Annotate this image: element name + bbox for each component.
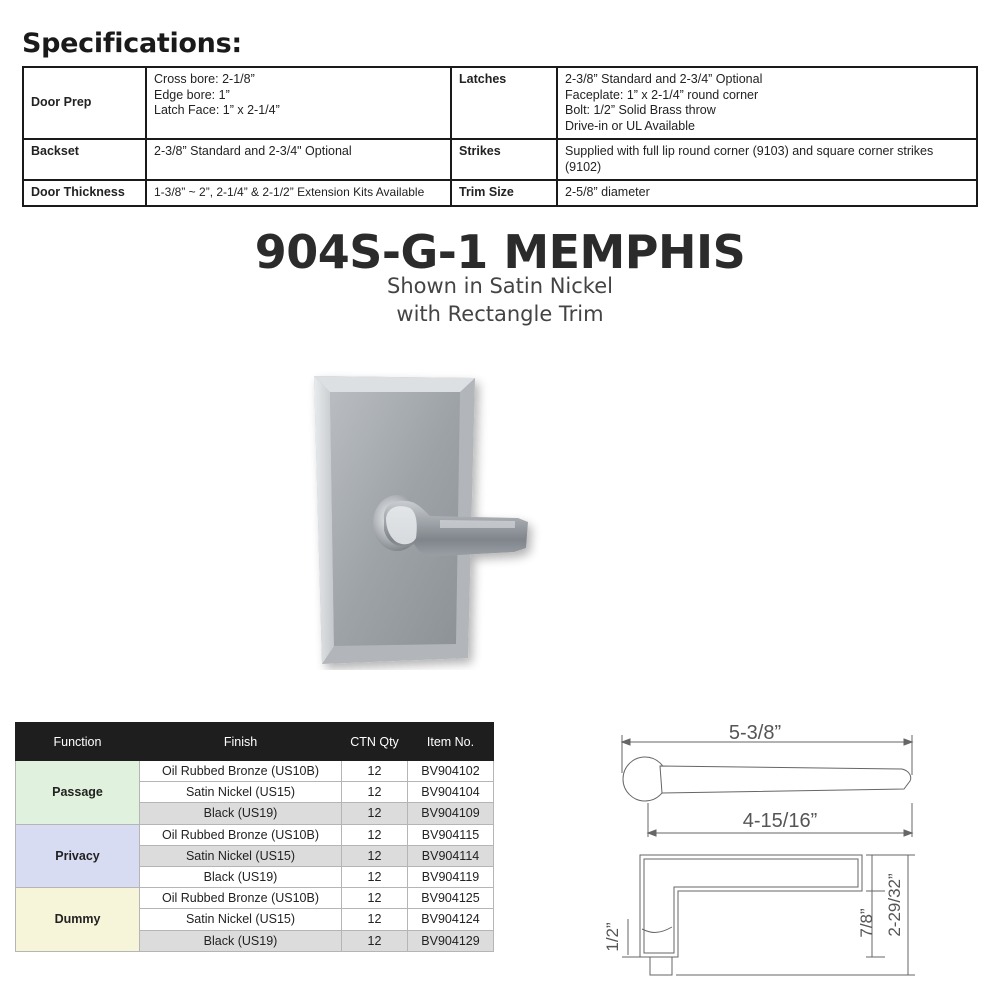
spec-row xyxy=(23,180,977,206)
trim-plate-bevel-top xyxy=(314,376,475,392)
spec-value-door-prep xyxy=(146,67,451,139)
lever-outline-top xyxy=(660,766,911,793)
table-row xyxy=(16,761,494,782)
spec-label-door-thickness: Door Thickness xyxy=(23,180,146,206)
product-subtitle-line2: with Rectangle Trim xyxy=(396,302,604,326)
spec-value-strikes xyxy=(557,139,977,180)
lever-outline-side xyxy=(640,855,862,957)
item-cell: BV904115 xyxy=(408,824,494,845)
qty-cell: 12 xyxy=(342,909,408,930)
arrow-icon xyxy=(648,830,656,836)
spec-line: Cross bore: 2-1/8” xyxy=(154,72,255,86)
dim-label-overall: 5-3/8” xyxy=(728,722,782,744)
qty-cell: 12 xyxy=(342,803,408,824)
spec-line: (9102) xyxy=(565,159,602,174)
item-cell: BV904102 xyxy=(408,761,494,782)
header-ctn-qty: CTN Qty xyxy=(342,723,408,761)
header-function: Function xyxy=(16,723,140,761)
function-dummy: Dummy xyxy=(16,888,140,952)
spec-row xyxy=(23,139,977,180)
table-row xyxy=(16,824,494,845)
finish-cell: Black (US19) xyxy=(140,866,342,887)
items-table xyxy=(15,722,494,952)
item-cell: BV904119 xyxy=(408,866,494,887)
spec-value-backset xyxy=(146,139,451,180)
table-row xyxy=(16,888,494,909)
qty-cell: 12 xyxy=(342,845,408,866)
finish-cell: Satin Nickel (US15) xyxy=(140,782,342,803)
finish-cell: Satin Nickel (US15) xyxy=(140,909,342,930)
qty-cell: 12 xyxy=(342,761,408,782)
spec-label-latches: Latches xyxy=(451,67,557,139)
spec-line: Edge bore: 1” xyxy=(154,87,230,102)
function-passage: Passage xyxy=(16,761,140,825)
item-cell: BV904124 xyxy=(408,909,494,930)
spec-line: Faceplate: 1” x 2-1/4” round corner xyxy=(565,87,759,102)
spec-line: Drive-in or UL Available xyxy=(565,118,695,133)
qty-cell: 12 xyxy=(342,930,408,951)
finish-cell: Oil Rubbed Bronze (US10B) xyxy=(140,824,342,845)
spec-value-door-thickness xyxy=(146,180,451,206)
finish-cell: Oil Rubbed Bronze (US10B) xyxy=(140,761,342,782)
product-subtitle-line1: Shown in Satin Nickel xyxy=(387,274,613,298)
specifications-table xyxy=(22,66,978,207)
header-finish: Finish xyxy=(140,723,342,761)
dimension-diagram xyxy=(590,715,930,985)
rose-outline xyxy=(623,757,667,801)
spec-line: 2-3/8” Standard and 2-3/4” Optional xyxy=(565,72,763,86)
dim-label-lever: 4-15/16” xyxy=(742,810,818,832)
dim-label-rose: 1/2” xyxy=(603,922,622,952)
finish-cell: Black (US19) xyxy=(140,803,342,824)
finish-cell: Black (US19) xyxy=(140,930,342,951)
qty-cell: 12 xyxy=(342,782,408,803)
arrow-icon xyxy=(904,739,912,745)
spec-line: 2-3/8” Standard and 2-3/4" Optional xyxy=(154,144,352,158)
item-cell: BV904104 xyxy=(408,782,494,803)
finish-cell: Satin Nickel (US15) xyxy=(140,845,342,866)
spec-label-strikes: Strikes xyxy=(451,139,557,180)
spec-line: Supplied with full lip round corner (9103) and square corner strikes xyxy=(565,144,934,158)
qty-cell: 12 xyxy=(342,866,408,887)
dim-label-total: 2-29/32” xyxy=(885,873,904,937)
qty-cell: 12 xyxy=(342,888,408,909)
spec-value-trim-size xyxy=(557,180,977,206)
spec-line: 1-3/8” ~ 2”, 2-1/4” & 2-1/2” Extension Kits Available xyxy=(154,185,425,199)
spec-label-trim-size: Trim Size xyxy=(451,180,557,206)
item-cell: BV904114 xyxy=(408,845,494,866)
finish-cell: Oil Rubbed Bronze (US10B) xyxy=(140,888,342,909)
item-cell: BV904109 xyxy=(408,803,494,824)
dim-label-lever-height: 7/8” xyxy=(857,908,876,938)
arrow-icon xyxy=(622,739,630,745)
spec-label-door-prep: Door Prep xyxy=(23,67,146,139)
qty-cell: 12 xyxy=(342,824,408,845)
spec-label-backset: Backset xyxy=(23,139,146,180)
item-cell: BV904129 xyxy=(408,930,494,951)
lever-handle-image xyxy=(300,370,690,670)
specifications-heading: Specifications: xyxy=(22,28,242,59)
spindle-outline xyxy=(650,957,672,975)
item-cell: BV904125 xyxy=(408,888,494,909)
lever-shine xyxy=(440,520,515,528)
spec-value-latches xyxy=(557,67,977,139)
spec-line: Latch Face: 1” x 2-1/4” xyxy=(154,103,280,117)
spec-line: 2-5/8” diameter xyxy=(565,185,650,199)
product-title: 904S-G-1 MEMPHIS xyxy=(254,225,746,279)
items-header-row xyxy=(16,723,494,761)
arrow-icon xyxy=(904,830,912,836)
spec-line: Bolt: 1/2” Solid Brass throw xyxy=(565,103,716,117)
function-privacy: Privacy xyxy=(16,824,140,888)
header-item-no: Item No. xyxy=(408,723,494,761)
spec-row xyxy=(23,67,977,139)
